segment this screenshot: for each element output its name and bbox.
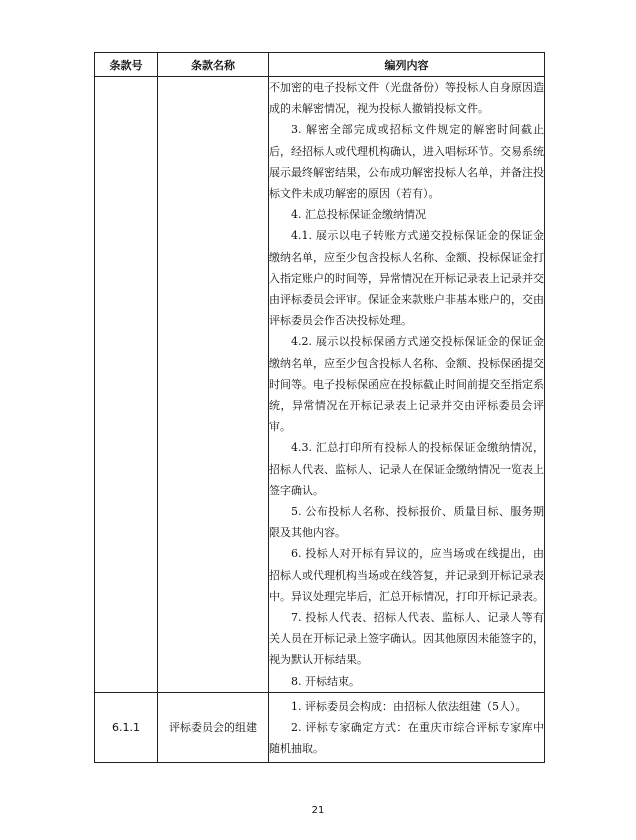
content-cell [269,692,545,762]
clause-table [94,52,545,763]
header-clause-name: 条款名称 [158,53,269,77]
paragraph: 不加密的电子投标文件（光盘备份）等投标人自身原因造成的未解密情况，视为投标人撤销投标文件。 [269,81,544,116]
paragraph: 4. 汇总投标保证金缴纳情况 [291,208,426,222]
paragraph: 4.2. 展示以投标保函方式递交投标保证金的保证金缴纳名单，应至少包含投标人名称、金额、投标保函提交时间等。电子投标保函应在投标截止时间前提交至指定系统，异常情况在开标记录表上记录并交由评标委员会评审。 [269,335,544,434]
clause-name-cell [158,77,269,693]
paragraph: 8. 开标结束。 [291,674,360,688]
paragraph: 7. 投标人代表、招标人代表、监标人、记录人等有关人员在开标记录上签字确认。因其他原因未能签字的，视为默认开标结果。 [269,611,544,667]
clause-number-cell: 6.1.1 [95,692,158,762]
clause-number-cell [95,77,158,693]
paragraph: 5. 公布投标人名称、投标报价、质量目标、服务期限及其他内容。 [269,505,544,540]
paragraph: 4.3. 汇总打印所有投标人的投标保证金缴纳情况，招标人代表、监标人、记录人在保证金缴纳情况一览表上签字确认。 [269,441,544,497]
table-header-row [95,53,545,77]
paragraph: 3. 解密全部完成或招标文件规定的解密时间截止后，经招标人或代理机构确认，进入唱标环节。交易系统展示最终解密结果，公布成功解密投标人名单，并备注投标文件未成功解密的原因（若有）。 [269,123,544,201]
content-cell [269,77,545,693]
header-content: 编列内容 [269,53,545,77]
paragraph: 2. 评标专家确定方式：在重庆市综合评标专家库中随机抽取。 [269,721,544,756]
paragraph: 4.1. 展示以电子转账方式递交投标保证金的保证金缴纳名单，应至少包含投标人名称、金额、投标保证金打入指定账户的时间等，异常情况在开标记录表上记录并交由评标委员会评审。保证金来款账户非基本账户的，交由评标委员会作否决投标处理。 [269,229,544,328]
table-row [95,692,545,762]
clause-name-cell: 评标委员会的组建 [158,692,269,762]
header-clause-number: 条款号 [95,53,158,77]
page-number: 21 [311,805,325,816]
paragraph: 6. 投标人对开标有异议的，应当场或在线提出，由招标人或代理机构当场或在线答复，并记录到开标记录表中。异议处理完毕后，汇总开标情况，打印开标记录表。 [269,547,544,603]
table-row [95,77,545,693]
paragraph: 1. 评标委员会构成：由招标人依法组建（5人）。 [291,699,527,713]
